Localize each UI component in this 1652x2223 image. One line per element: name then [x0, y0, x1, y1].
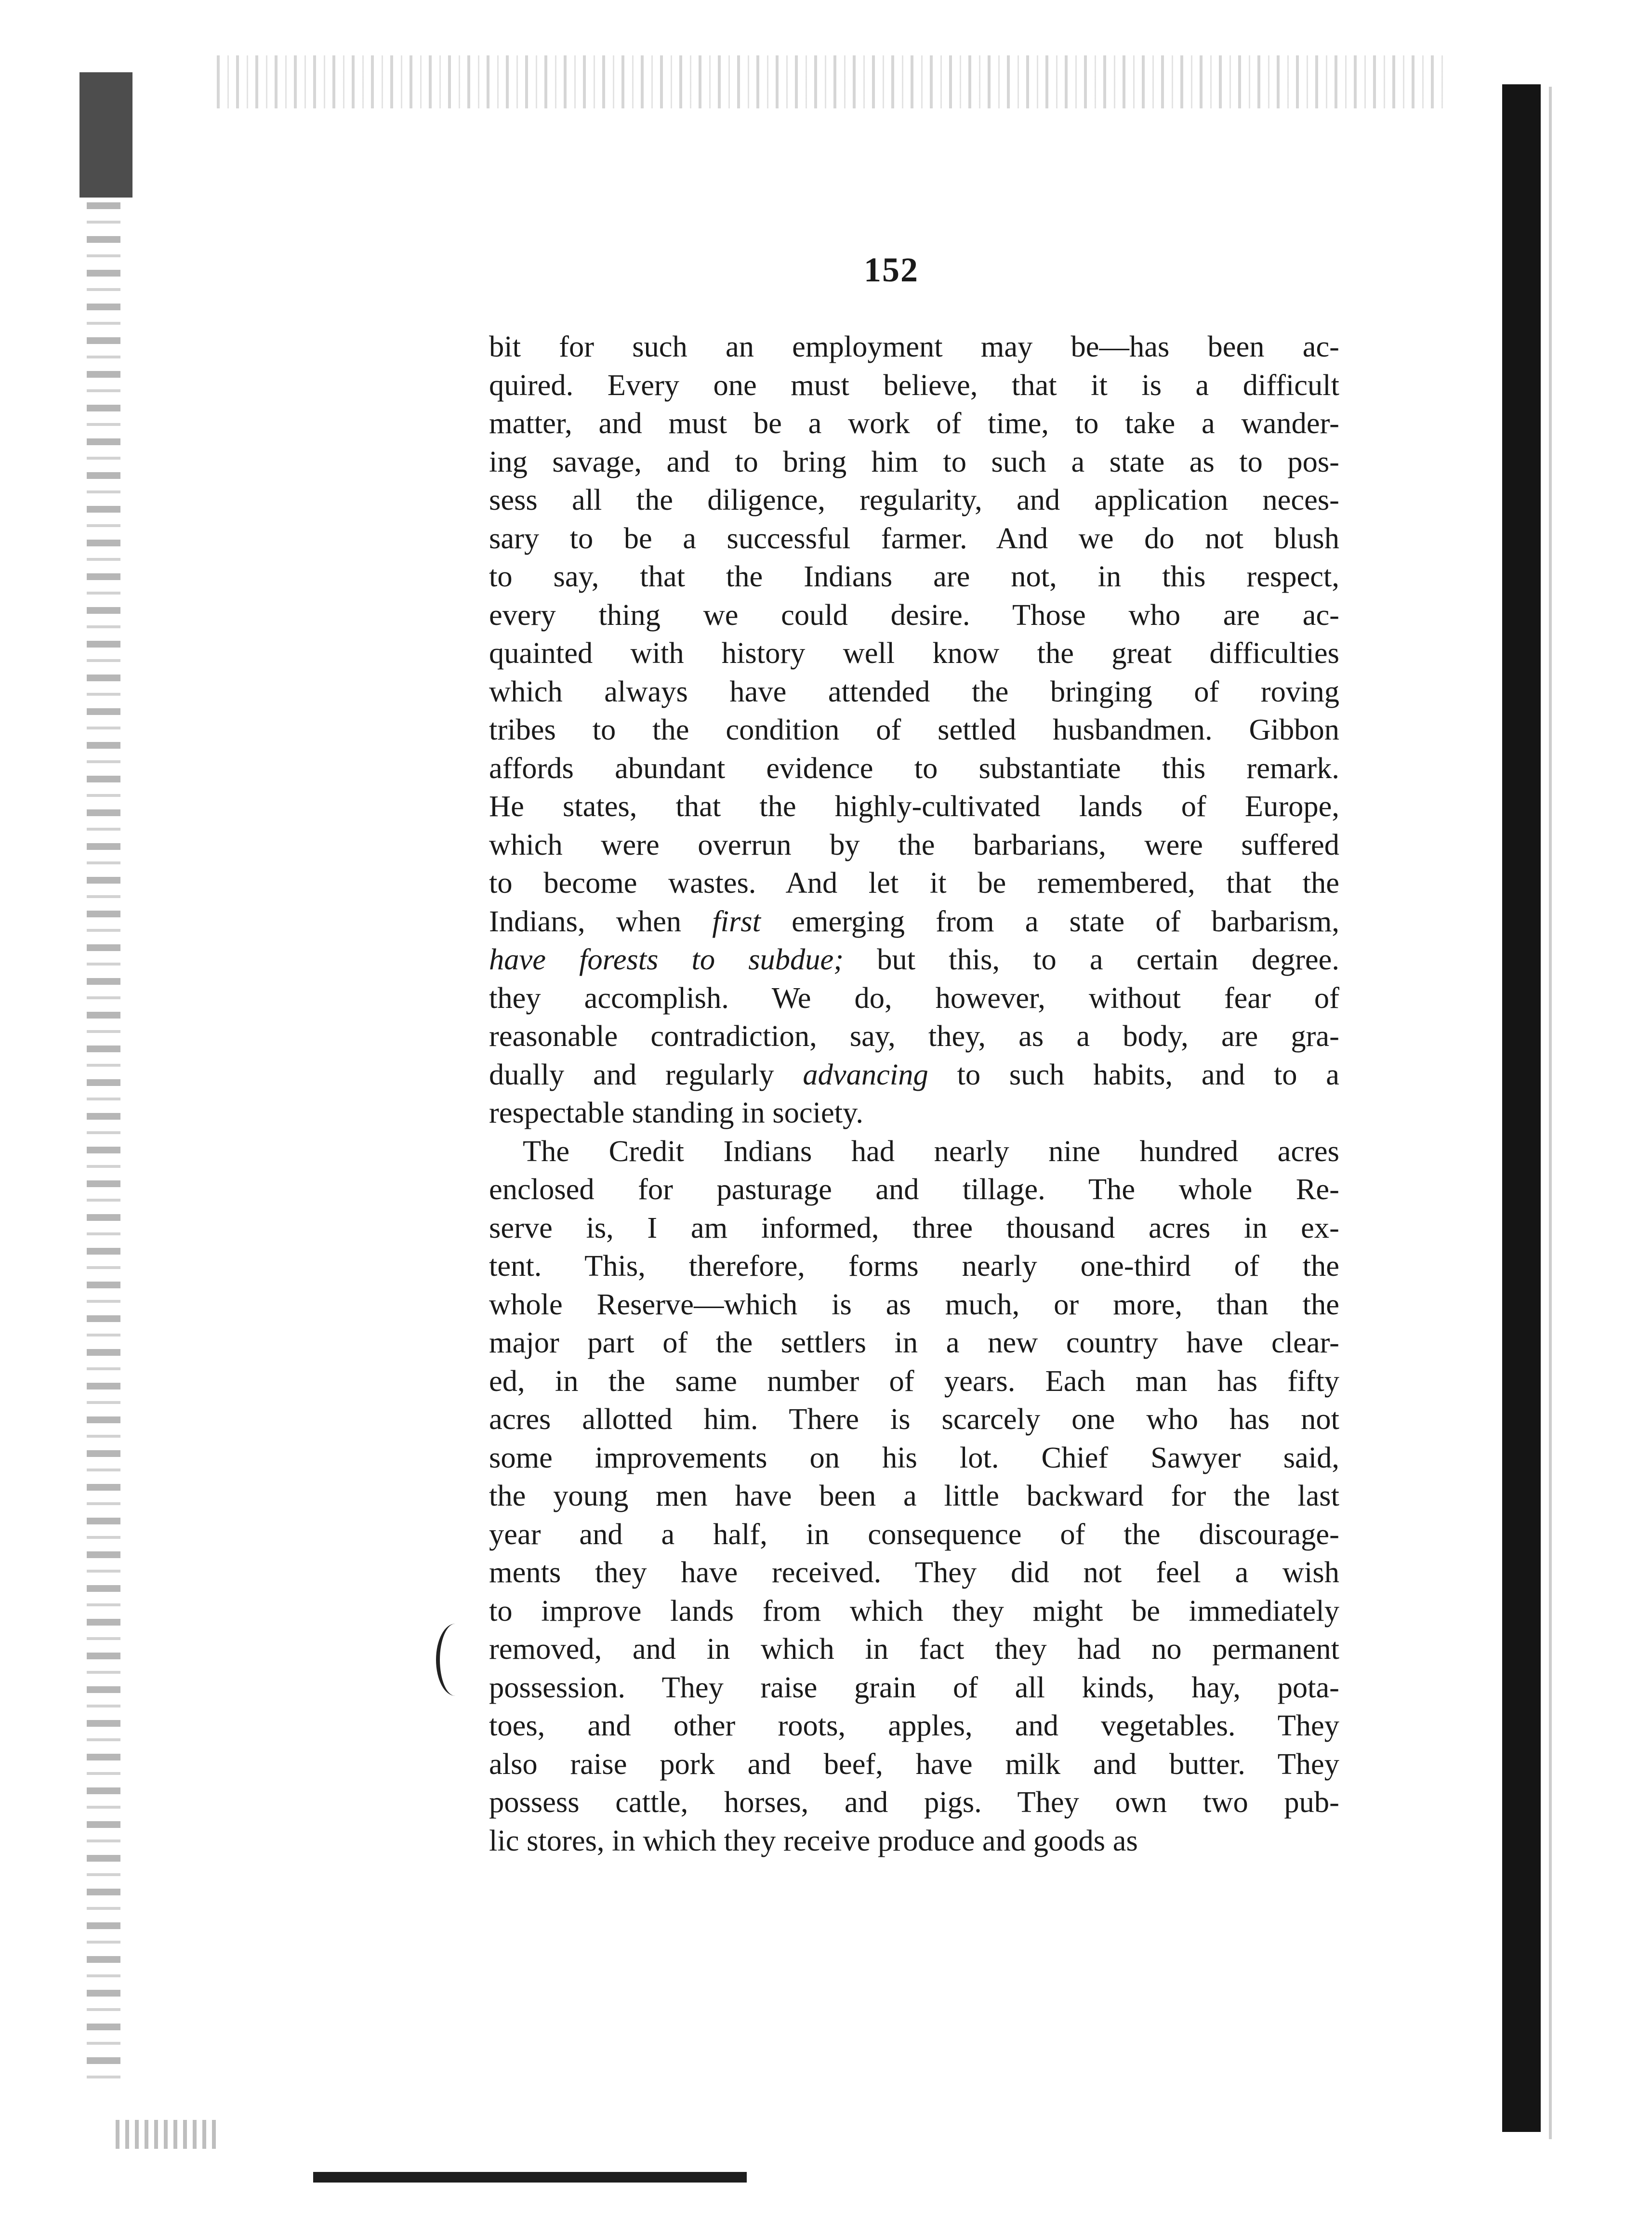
text-line: sess all the diligence, regularity, and application neces-: [489, 483, 1339, 516]
page-number: 152: [864, 251, 919, 289]
text-line: He states, that the highly-cultivated lands of Europe,: [489, 789, 1339, 823]
text-line: serve is, I am informed, three thousand acres in ex-: [489, 1210, 1339, 1244]
text-line: major part of the settlers in a new country have clear-: [489, 1325, 1339, 1359]
text-line: every thing we could desire. Those who are ac-: [489, 597, 1339, 632]
scan-bottom-noise: [116, 2120, 222, 2149]
italic-run: advancing: [803, 1057, 928, 1091]
text-line: ed, in the same number of years. Each man has fifty: [489, 1363, 1339, 1398]
text-line: the young men have been a little backward for the last: [489, 1479, 1339, 1512]
italic-run: have forests to subdue;: [489, 942, 844, 976]
text-line: [489, 1056, 1339, 1094]
text-line: enclosed for pasturage and tillage. The whole Re-: [489, 1172, 1339, 1206]
text-run: but this, to a certain degree.: [844, 942, 1339, 976]
text-line: tent. This, therefore, forms nearly one-third of the: [489, 1249, 1339, 1283]
text-line: which were overrun by the barbarians, were suffered: [489, 827, 1339, 861]
text-line: quainted with history well know the great difficulties: [489, 636, 1339, 670]
text-line: The Credit Indians had nearly nine hundred acres: [523, 1134, 1339, 1168]
text-line: to become wastes. And let it be remembered, that the: [489, 866, 1339, 900]
text-line: bit for such an employment may be—has been ac-: [489, 330, 1339, 363]
text-line: which always have attended the bringing of roving: [489, 674, 1339, 708]
text-line: respectable standing in society.: [489, 1096, 863, 1129]
text-line: lic stores, in which they receive produce and goods as: [489, 1823, 1138, 1857]
text-line: toes, and other roots, apples, and vegetables. They: [489, 1708, 1339, 1742]
page-body: [489, 328, 1339, 1860]
scan-binding-shadow: [79, 72, 132, 198]
text-run: Indians, when: [489, 904, 713, 938]
text-line: whole Reserve—which is as much, or more, than the: [489, 1287, 1339, 1321]
text-line: [489, 902, 1339, 941]
text-line: sary to be a successful farmer. And we do not blush: [489, 521, 1339, 555]
scan-left-edge-noise: [87, 202, 120, 2081]
scan-noise-top: [217, 55, 1445, 108]
text-line: they accomplish. We do, however, without fear of: [489, 980, 1339, 1015]
text-line: to say, that the Indians are not, in this respect,: [489, 559, 1339, 593]
text-line: acres allotted him. There is scarcely one who has not: [489, 1402, 1339, 1436]
text-line: [489, 940, 1339, 979]
text-line: ments they have received. They did not feel a wish: [489, 1555, 1339, 1589]
text-run: emerging from a state of barbarism,: [761, 904, 1339, 938]
text-run: dually and regularly: [489, 1057, 803, 1091]
text-line: quired. Every one must believe, that it is a difficult: [489, 368, 1339, 402]
text-line: year and a half, in consequence of the discourage-: [489, 1517, 1339, 1551]
scan-right-edge-line: [1549, 87, 1552, 2139]
text-line: possess cattle, horses, and pigs. They own two pub-: [489, 1785, 1339, 1819]
text-line: affords abundant evidence to substantiate this remark.: [489, 751, 1339, 785]
margin-bracket-mark: [436, 1624, 459, 1696]
text-line: possession. They raise grain of all kinds, hay, pota-: [489, 1670, 1339, 1704]
italic-run: first: [712, 904, 761, 938]
text-run: to such habits, and to a: [928, 1057, 1339, 1091]
scan-bottom-rule: [313, 2172, 747, 2183]
scan-right-binding-bar: [1502, 84, 1541, 2132]
text-line: ing savage, and to bring him to such a state as to pos-: [489, 444, 1339, 478]
text-line: some improvements on his lot. Chief Sawyer said,: [489, 1440, 1339, 1474]
text-line: also raise pork and beef, have milk and butter. They: [489, 1747, 1339, 1781]
text-line: removed, and in which in fact they had no permanent: [489, 1632, 1339, 1666]
text-line: matter, and must be a work of time, to take a wander-: [489, 406, 1339, 440]
text-line: to improve lands from which they might be immediately: [489, 1593, 1339, 1628]
text-line: tribes to the condition of settled husbandmen. Gibbon: [489, 713, 1339, 746]
text-line: reasonable contradiction, say, they, as a body, are gra-: [489, 1019, 1339, 1053]
